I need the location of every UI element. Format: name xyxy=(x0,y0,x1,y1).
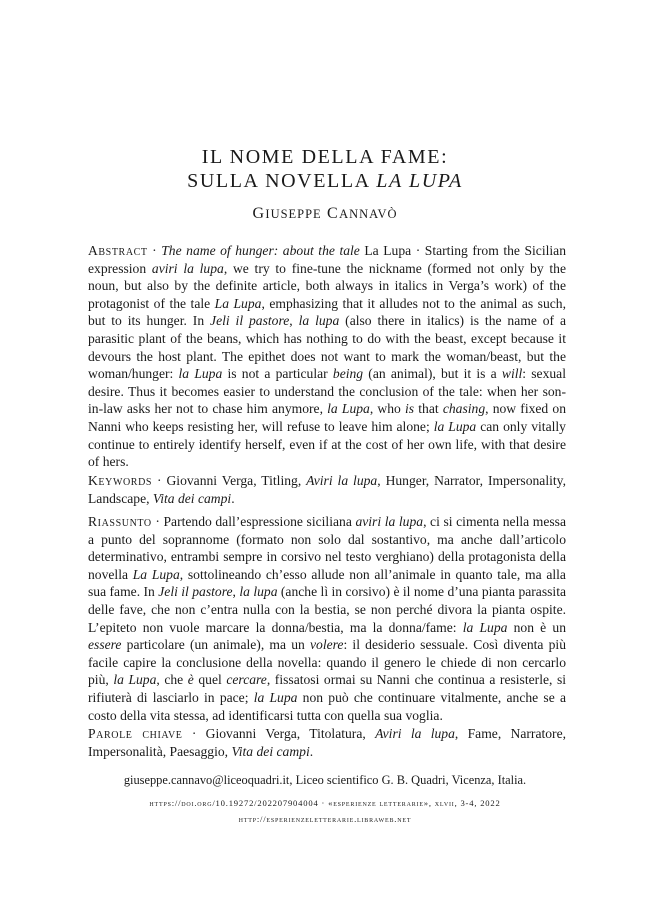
parole-chiave-paragraph xyxy=(88,725,566,760)
parole-chiave-text: , Fame, Narratore, Impersonalità, Paesaggio, xyxy=(88,726,567,759)
abstract-title-italic: The name of hunger: about the tale xyxy=(161,243,360,258)
riassunto-paragraph xyxy=(88,513,566,724)
abstract-text: · Starting from the Sicilian expression xyxy=(88,243,566,276)
author-email-affiliation: giuseppe.cannavo@liceoquadri.it, Liceo scientifico G. B. Quadri, Vicenza, Italia. xyxy=(123,773,527,787)
riassunto-text: particolare (un animale), ma un xyxy=(121,637,310,653)
keywords-label: Keywords xyxy=(88,473,153,488)
riassunto-text: , sottolineando ch’esso allude non all’animale in quanto tale, ma alla sua fame. In xyxy=(88,566,566,600)
abstract-italic: aviri la lupa xyxy=(151,260,224,276)
abstract-italic: being xyxy=(332,366,364,382)
abstract-italic: la Lupa xyxy=(327,401,370,417)
abstract-italic: Jeli il pastore xyxy=(210,313,290,329)
abstract-italic: is xyxy=(405,401,415,417)
riassunto-italic: è xyxy=(187,672,194,688)
keywords-paragraph xyxy=(88,472,566,507)
abstract-text: , now fixed on Nanni who keeps resisting her, will refuse to leave him alone; xyxy=(88,401,567,434)
riassunto-italic: essere xyxy=(88,637,122,653)
footer-doi-line: https://doi.org/10.19272/202207904004 · «esperienze letterarie», xlvii, 3-4, 2022 xyxy=(149,798,501,808)
abstract-italic: la Lupa xyxy=(433,418,477,434)
title-italic: LA LUPA xyxy=(376,170,463,192)
author-last-rest: ANNAVÒ xyxy=(339,207,398,221)
abstract-italic: La Lupa xyxy=(214,295,262,311)
parole-chiave-italic: Vita dei campi xyxy=(231,743,310,759)
keywords-text: , Hunger, Narrator, Impersonality, Landscape, xyxy=(88,473,566,506)
riassunto-italic: la lupa xyxy=(239,584,278,600)
keywords-italic: Vita dei campi xyxy=(152,490,232,506)
parole-chiave-label: Parole chiave xyxy=(88,726,183,741)
riassunto-italic: cercare xyxy=(226,672,267,688)
keywords-text: · Giovanni Verga, Titling, xyxy=(152,473,307,488)
title-prefix: SULLA NOVELLA xyxy=(187,170,377,192)
abstract-text: that xyxy=(414,401,443,417)
riassunto-text: , xyxy=(232,584,240,600)
abstract-italic: chasing xyxy=(442,401,486,417)
abstract-text: , emphasizing that it alludes not to the animal as such, but to its hunger. In xyxy=(88,295,566,329)
riassunto-italic: Jeli il pastore xyxy=(158,584,233,600)
riassunto-text: non è un xyxy=(507,619,566,635)
riassunto-text: · Partendo dall’espressione siciliana xyxy=(151,514,356,529)
riassunto-text: , ci si cimenta nella messa a punto del soprannome (formato non solo dal sostantivo, ma anche dall’articolo determinativo, entrambi sempre in corsivo nel testo verghiano) della protagonista della novella xyxy=(88,514,566,582)
author-first-initial: G xyxy=(252,205,266,222)
author-first-rest: IUSEPPE xyxy=(265,207,322,221)
abstract-text: can only vitally continue to entirely identify herself, even if at the cost of her own life, with that desire of hers. xyxy=(88,418,566,470)
riassunto-text: , fissatosi ormai su Nanni che continua a resisterle, si rifiuterà di lasciarlo in pace; xyxy=(88,672,567,705)
riassunto-text: non può che continuare vitalmente, anche se a costo della vita stessa, ad identificarsi tutta con quella sua voglia. xyxy=(88,689,566,723)
keywords-italic: Aviri la lupa xyxy=(306,473,378,488)
author-name xyxy=(0,205,650,223)
abstract-title-upright: La Lupa xyxy=(359,243,412,258)
riassunto-italic: volere xyxy=(309,637,344,653)
footer-url-line: http://esperienzeletterarie.libraweb.net xyxy=(238,814,412,824)
keywords-text: . xyxy=(231,490,235,506)
abstract-italic: will xyxy=(501,366,523,382)
parole-chiave-text: · Giovanni Verga, Titolatura, xyxy=(182,726,376,741)
abstract-italic: la Lupa xyxy=(178,366,223,382)
riassunto-italic: aviri la lupa xyxy=(355,514,424,529)
riassunto-label: Riassunto xyxy=(88,514,152,529)
riassunto-text: : il desiderio sessuale. Così diventa più facile capire la conclusione della novella: quando il genero le chiede di non cercarlo più, xyxy=(88,637,566,688)
riassunto-italic: la Lupa xyxy=(253,689,298,705)
riassunto-text: (anche lì in corsivo) è il nome d’una pianta parassita delle fave, che non c’entra nulla con la bestia, se non perché divora la pianta ospite. L’epiteto non vuole marcare la donna/bestia, ma la donna/fame: xyxy=(88,584,567,635)
abstract-label: Abstract xyxy=(88,243,148,258)
abstract-text: , who xyxy=(369,401,406,417)
riassunto-italic: la Lupa xyxy=(113,672,157,688)
abstract-paragraph xyxy=(88,242,566,471)
article-title-line-2 xyxy=(0,169,650,193)
abstract-text: : sexual desire. Thus it becomes easier to understand the conclusion of the tale: when her son-in-law asks her not to chase him anymore, xyxy=(88,366,566,417)
abstract-sep: · xyxy=(147,243,162,258)
parole-chiave-text: . xyxy=(309,743,314,759)
article-title-line-1: IL NOME DELLA FAME: xyxy=(201,146,449,168)
abstract-text: , xyxy=(289,313,299,329)
abstract-text: (an animal), but it is a xyxy=(363,366,502,382)
riassunto-italic: la Lupa xyxy=(462,619,508,635)
riassunto-text: quel xyxy=(193,672,227,688)
abstract-text: is not a particular xyxy=(222,366,333,382)
riassunto-italic: La Lupa xyxy=(132,566,180,582)
riassunto-text: , che xyxy=(156,672,188,688)
abstract-text: , we try to fine-tune the nickname (formed not only by the noun, but also by the definite article, both always in italics in Verga’s work) of the protagonist of the tale xyxy=(88,260,566,311)
abstract-italic: la lupa xyxy=(298,313,340,329)
parole-chiave-italic: Aviri la lupa xyxy=(375,726,455,741)
author-last-initial: C xyxy=(327,205,340,222)
abstract-text: (also there in italics) is the name of a parasitic plant of the beans, which has nothing to do with the beast, except because it devours the host plant. The epithet does not want to mark the woman/beast, but the woman/hunger: xyxy=(88,313,567,382)
